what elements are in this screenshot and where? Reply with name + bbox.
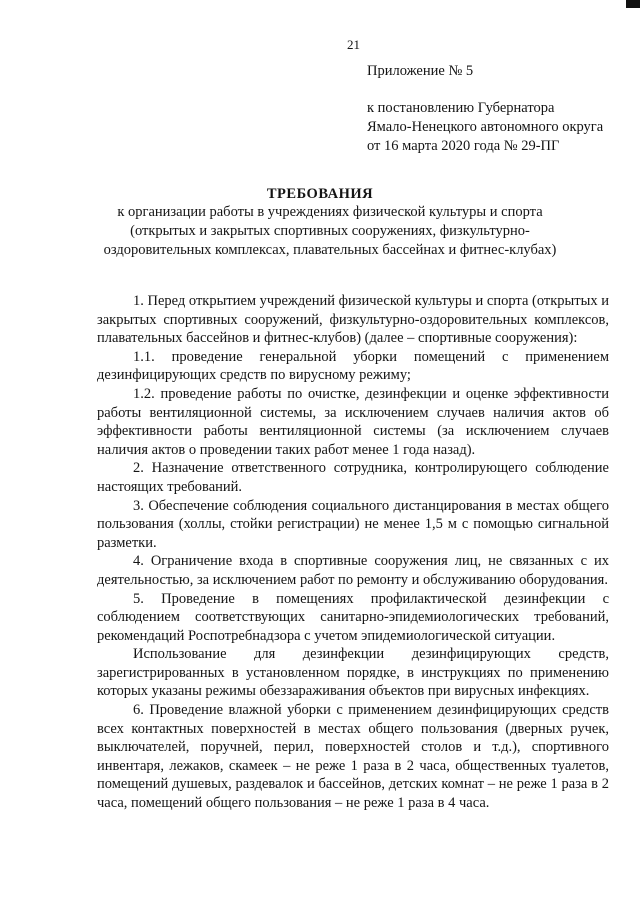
subtitle-line: к организации работы в учреждениях физической культуры и спорта xyxy=(117,204,543,220)
scan-corner-mark xyxy=(626,0,640,8)
paragraph-2: 2. Назначение ответственного сотрудника, контролирующего соблюдение настоящих требований. xyxy=(97,460,609,495)
appendix-title: Приложение № 5 xyxy=(367,63,474,79)
paragraph-5-disinfectants: Использование для дезинфекции дезинфицирующих средств, зарегистрированных в установленном порядке, в инструкциях по применению которых указаны режимы обеззараживания объектов при вирусных инфекциях. xyxy=(97,646,609,700)
appendix-header xyxy=(367,62,637,156)
document-subtitle xyxy=(80,203,580,260)
paragraph-4: 4. Ограничение входа в спортивные сооружения лиц, не связанных с их деятельностью, за исключением работ по ремонту и обслуживанию оборудования. xyxy=(97,553,609,588)
paragraph-3: 3. Обеспечение соблюдения социального дистанцирования в местах общего пользования (холлы, стойки регистрации) не менее 1,5 м с помощью сигнальной разметки. xyxy=(97,497,609,551)
subtitle-line: (открытых и закрытых спортивных сооружениях, физкультурно- xyxy=(130,223,530,239)
paragraph-5: 5. Проведение в помещениях профилактической дезинфекции с соблюдением соответствующих санитарно-эпидемиологических требований, рекомендаций Роспотребнадзора с учетом эпидемиологической ситуации. xyxy=(97,590,609,644)
appendix-line: Ямало-Ненецкого автономного округа xyxy=(367,119,604,135)
paragraph-1-1: 1.1. проведение генеральной уборки помещений с применением дезинфицирующих средств по вирусному режиму; xyxy=(97,348,609,384)
document-title: ТРЕБОВАНИЯ xyxy=(266,186,374,202)
appendix-line: от 16 марта 2020 года № 29-ПГ xyxy=(367,138,560,154)
appendix-line: к постановлению Губернатора xyxy=(367,100,555,116)
page-number: 21 xyxy=(347,37,360,52)
requirements-body xyxy=(97,292,609,813)
subtitle-line: оздоровительных комплексах, плавательных бассейнах и фитнес-клубах) xyxy=(103,242,557,258)
paragraph-6: 6. Проведение влажной уборки с применением дезинфицирующих средств всех контактных поверхностей в местах общего пользования (дверных ручек, выключателей, поручней, перил, поверхностей столов и т.д.), спортивного инвентаря, лежаков, скамеек – не реже 1 раза в 2 часа, общественных туалетов, помещений душевых, раздевалок и бассейнов, детских комнат – не реже 1 раза в 2 часа, помещений общего пользования – не реже 1 раза в 4 часа. xyxy=(97,702,609,812)
paragraph-1: 1. Перед открытием учреждений физической культуры и спорта (открытых и закрытых спортивных сооружений, физкультурно-оздоровительных комплексов, плавательных бассейнов и фитнес-клубов) (далее – спортивные сооружения): xyxy=(97,293,609,347)
paragraph-1-2: 1.2. проведение работы по очистке, дезинфекции и оценке эффективности работы вентиляционной системы, за исключением случаев наличия актов об эффективности работы вентиляционной системы (за исключением случаев наличия актов о проведении таких работ менее 1 года назад). xyxy=(97,385,609,458)
